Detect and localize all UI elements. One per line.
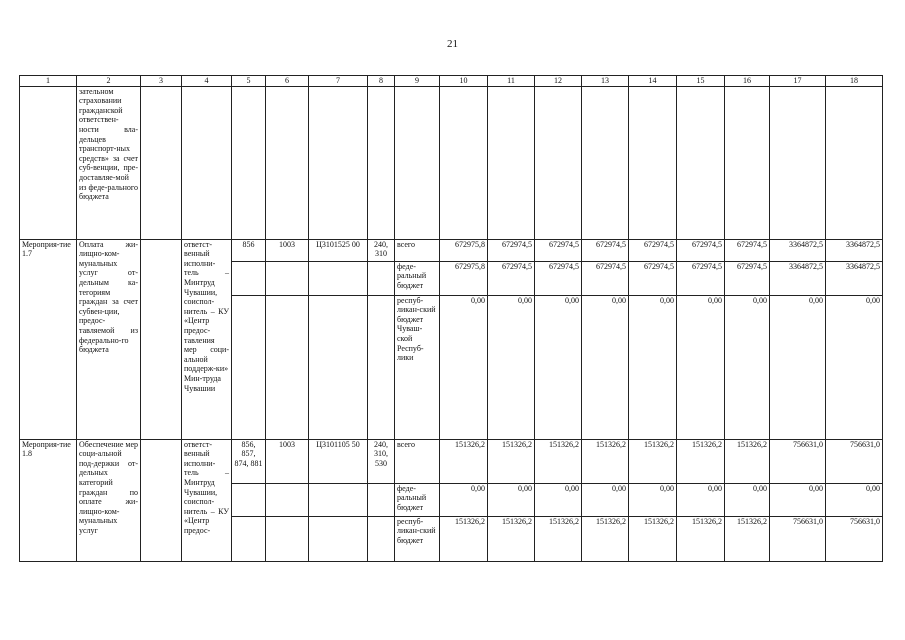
page-number: 21 [447,38,458,50]
funding-source: всего [395,239,440,261]
value-cell: 672975,8 [440,239,488,261]
value-cell: 3364872,5 [826,261,883,295]
value-cell: 0,00 [488,483,535,516]
col-header-7: 7 [309,76,368,87]
value-cell: 151326,2 [725,439,770,483]
value-cell: 151326,2 [725,516,770,561]
col-header-15: 15 [677,76,725,87]
measure-name: Обеспечение мер соци-альной под-держки от-дельных категорий граждан по оплате жи-лищно-ком-мунальных услуг [77,439,141,561]
col-header-1: 1 [20,76,77,87]
value-cell: 0,00 [629,483,677,516]
column-number-row [20,76,883,87]
value-cell: 0,00 [770,483,826,516]
value-cell: 0,00 [677,483,725,516]
value-cell: 3364872,5 [770,261,826,295]
measure-executor: ответст-венный исполни-тель – Минтруд Чувашии, соиспол-нитель – КУ «Центр предос- [182,439,232,561]
measure-name: Оплата жи-лищно-ком-мунальных услуг от-дельным ка-тегориям граждан за счет субвен-ции, предос-тавляемой из федерально-го бюджета [77,239,141,439]
funding-source: феде-ральный бюджет [395,261,440,295]
measure-vr: 240, 310, 530 [368,439,395,483]
value-cell: 0,00 [535,483,582,516]
col-header-6: 6 [266,76,309,87]
measure-id: Мероприя-тие 1.8 [20,439,77,561]
value-cell: 0,00 [826,483,883,516]
value-cell: 0,00 [770,295,826,439]
table-row [20,439,883,483]
value-cell: 3364872,5 [770,239,826,261]
col-header-17: 17 [770,76,826,87]
measure-rzpr: 1003 [266,239,309,261]
value-cell: 672974,5 [488,261,535,295]
value-cell: 672974,5 [582,261,629,295]
value-cell: 0,00 [725,295,770,439]
value-cell: 151326,2 [535,516,582,561]
value-cell: 0,00 [629,295,677,439]
value-cell: 672974,5 [582,239,629,261]
continuation-name: зательном страховании гражданской ответствен-ности вла-дельцев транспорт-ных средств» за счет суб-венции, пре-доставляе-мой из феде-рального бюджета [77,86,141,239]
value-cell: 151326,2 [440,439,488,483]
value-cell: 0,00 [440,483,488,516]
col-header-12: 12 [535,76,582,87]
value-cell: 672974,5 [725,239,770,261]
funding-source: всего [395,439,440,483]
value-cell: 151326,2 [629,439,677,483]
value-cell: 0,00 [440,295,488,439]
col-header-5: 5 [232,76,266,87]
value-cell: 3364872,5 [826,239,883,261]
value-cell: 756631,0 [770,516,826,561]
value-cell: 756631,0 [826,516,883,561]
value-cell: 672974,5 [629,261,677,295]
value-cell: 0,00 [826,295,883,439]
value-cell: 672974,5 [535,239,582,261]
funding-source: респуб-ликан-ский бюджет Чуваш-ской Респуб-лики [395,295,440,439]
value-cell: 151326,2 [488,516,535,561]
col-header-11: 11 [488,76,535,87]
value-cell: 672974,5 [488,239,535,261]
value-cell: 672975,8 [440,261,488,295]
measure-vr: 240, 310 [368,239,395,261]
value-cell: 672974,5 [535,261,582,295]
value-cell: 151326,2 [629,516,677,561]
value-cell: 0,00 [725,483,770,516]
value-cell: 672974,5 [629,239,677,261]
col-header-18: 18 [826,76,883,87]
col-header-8: 8 [368,76,395,87]
value-cell: 151326,2 [677,516,725,561]
funding-source: респуб-ликан-ский бюджет [395,516,440,561]
value-cell: 672974,5 [677,261,725,295]
value-cell: 151326,2 [582,516,629,561]
col-header-9: 9 [395,76,440,87]
col-header-3: 3 [141,76,182,87]
col-header-2: 2 [77,76,141,87]
value-cell: 151326,2 [535,439,582,483]
measure-rzpr: 1003 [266,439,309,483]
funding-source: феде-ральный бюджет [395,483,440,516]
program-table [19,75,883,562]
value-cell: 756631,0 [826,439,883,483]
measure-grbs: 856 [232,239,266,261]
value-cell: 756631,0 [770,439,826,483]
value-cell: 0,00 [582,295,629,439]
value-cell: 151326,2 [677,439,725,483]
value-cell: 0,00 [582,483,629,516]
measure-csr: Ц3101525 00 [309,239,368,261]
measure-csr: Ц3101105 50 [309,439,368,483]
measure-executor: ответст-венный исполни-тель – Минтруд Чувашии, соиспол-нитель – КУ «Центр предос-тавления мер соци-альной поддерж-ки» Мин-труда Чувашии [182,239,232,439]
value-cell: 672974,5 [725,261,770,295]
col-header-13: 13 [582,76,629,87]
value-cell: 0,00 [488,295,535,439]
value-cell: 0,00 [677,295,725,439]
col-header-14: 14 [629,76,677,87]
col-header-10: 10 [440,76,488,87]
measure-id: Мероприя-тие 1.7 [20,239,77,439]
value-cell: 151326,2 [582,439,629,483]
value-cell: 151326,2 [488,439,535,483]
table-row [20,239,883,261]
value-cell: 151326,2 [440,516,488,561]
col-header-4: 4 [182,76,232,87]
continuation-row [20,86,883,239]
value-cell: 672974,5 [677,239,725,261]
value-cell: 0,00 [535,295,582,439]
measure-grbs: 856, 857, 874, 881 [232,439,266,483]
col-header-16: 16 [725,76,770,87]
